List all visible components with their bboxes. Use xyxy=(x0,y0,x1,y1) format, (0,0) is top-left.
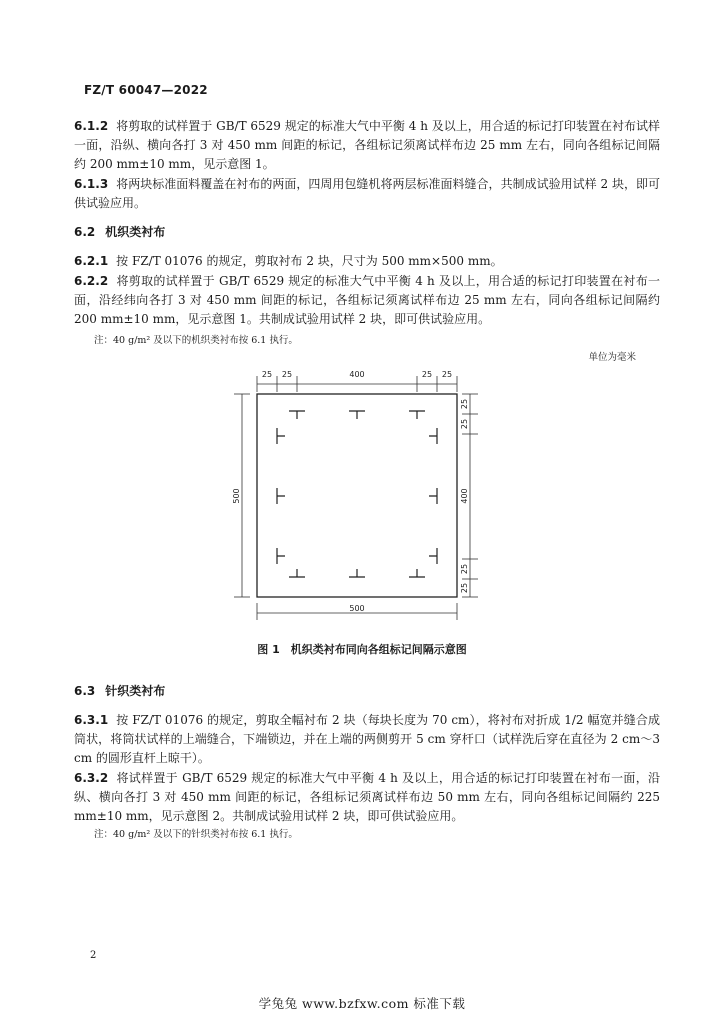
clause-number: 6.2.2 xyxy=(74,274,109,288)
clause-text: 将剪取的试样置于 GB/T 6529 规定的标准大气中平衡 4 h 及以上，用合适的标记打印装置在衬布一面，沿经纬向各打 3 对 450 mm 间距的标记，各组标记须离试样布边 25 mm 左右，同向各组标记间隔约 200 mm±10 mm，见示意图 1。共制成试验用试样 2 块，即可供试验应用。 xyxy=(74,274,660,326)
clause-6-2-1 xyxy=(74,252,660,271)
clause-6-3-2 xyxy=(74,769,660,826)
dim-right-5: 25 xyxy=(460,582,469,594)
figure-1-caption: 图 1 机织类衬布同向各组标记间隔示意图 xyxy=(257,643,467,656)
dim-top-2: 25 xyxy=(281,370,293,379)
section-title: 针织类衬布 xyxy=(105,684,166,698)
mark-right-bottom xyxy=(429,548,437,564)
mark-bottom-left xyxy=(289,569,305,577)
mark-group xyxy=(277,411,437,577)
dim-top-5: 25 xyxy=(441,370,453,379)
section-number: 6.2 xyxy=(74,225,96,239)
section-number: 6.3 xyxy=(74,684,96,698)
dim-top-3: 400 xyxy=(349,370,365,379)
dim-right-3: 400 xyxy=(460,488,469,504)
mark-bottom-right xyxy=(409,569,425,577)
clause-number: 6.1.2 xyxy=(74,119,109,133)
dim-left: 500 xyxy=(232,488,241,504)
mark-top-right xyxy=(409,411,425,419)
mark-top-left xyxy=(289,411,305,419)
unit-label: 单位为毫米 xyxy=(588,352,636,363)
clause-text: 将试样置于 GB/T 6529 规定的标准大气中平衡 4 h 及以上，用合适的标记打印装置在衬布一面，沿纵、横向各打 3 对 450 mm 间距的标记，各组标记须离试样布边 50 mm 左右，同向各组标记间隔约 225 mm±10 mm，见示意图 2。共制成试验用试样 2 块，即可供试验应用。 xyxy=(74,771,660,823)
mark-bottom-center xyxy=(349,569,365,577)
section-title: 机织类衬布 xyxy=(105,225,166,239)
clause-text: 按 FZ/T 01076 的规定，剪取全幅衬布 2 块（每块长度为 70 cm），将衬布对折成 1/2 幅宽并缝合成筒状，将筒状试样的上端缝合，下端锁边，并在上端的两侧剪开 5 cm 穿杆口（试样洗后穿在直径为 2 cm～3 cm 的圆形直杆上晾干）。 xyxy=(74,713,660,765)
section-6-2-heading xyxy=(74,223,660,242)
note-knitted: 注：40 g/m² 及以下的针织类衬布按 6.1 执行。 xyxy=(94,829,298,840)
mark-left-bottom xyxy=(277,548,285,564)
clause-text: 将两块标准面料覆盖在衬布的两面，四周用包缝机将两层标准面料缝合，共制成试验用试样 2 块，即可供试验应用。 xyxy=(74,177,660,210)
clause-text: 将剪取的试样置于 GB/T 6529 规定的标准大气中平衡 4 h 及以上，用合适的标记打印装置在衬布试样一面，沿纵、横向各打 3 对 450 mm 间距的标记，各组标记须离试样布边 25 mm 左右，同向各组标记间隔约 200 mm±10 mm，见示意图 1。 xyxy=(74,119,660,171)
clause-6-1-3 xyxy=(74,175,660,213)
dimension-right-group xyxy=(460,399,469,593)
clause-number: 6.2.1 xyxy=(74,254,109,268)
mark-top-center xyxy=(349,411,365,419)
clause-number: 6.3.1 xyxy=(74,713,109,727)
dimension-top-group xyxy=(262,370,452,379)
dim-right-2: 25 xyxy=(460,418,469,430)
clause-6-3-1 xyxy=(74,711,660,768)
mark-right-middle xyxy=(429,488,437,504)
figure-1-diagram xyxy=(222,362,492,632)
dim-top-1: 25 xyxy=(261,370,273,379)
mark-left-top xyxy=(277,428,285,444)
dim-right-4: 25 xyxy=(460,563,469,575)
fabric-specimen-outline xyxy=(257,394,457,597)
standard-number-header: FZ/T 60047—2022 xyxy=(84,83,208,97)
page-number: 2 xyxy=(90,950,97,961)
clause-6-1-2 xyxy=(74,117,660,174)
mark-left-middle xyxy=(277,488,285,504)
clause-number: 6.3.2 xyxy=(74,771,109,785)
clause-text: 按 FZ/T 01076 的规定，剪取衬布 2 块，尺寸为 500 mm×500 mm。 xyxy=(116,254,503,268)
note-woven: 注：40 g/m² 及以下的机织类衬布按 6.1 执行。 xyxy=(94,335,298,346)
clause-6-2-2 xyxy=(74,272,660,329)
clause-number: 6.1.3 xyxy=(74,177,109,191)
watermark-footer: 学兔兔 www.bzfxw.com 标准下载 xyxy=(258,996,466,1011)
dim-right-1: 25 xyxy=(460,398,469,410)
dim-top-4: 25 xyxy=(421,370,433,379)
mark-right-top xyxy=(429,428,437,444)
dim-bottom: 500 xyxy=(349,604,365,613)
section-6-3-heading xyxy=(74,682,660,701)
